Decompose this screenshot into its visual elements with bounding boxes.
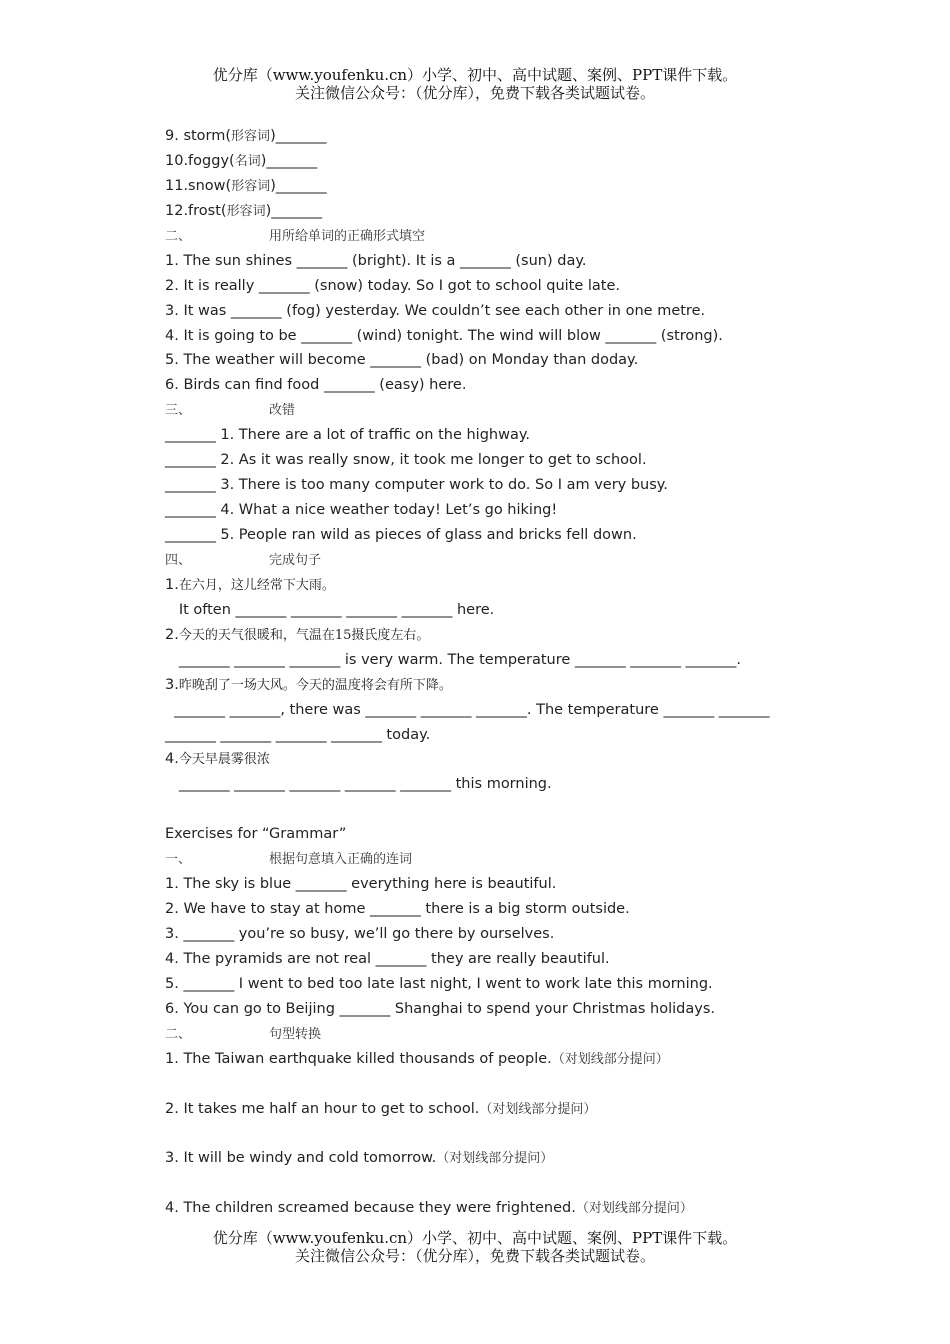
exercise-line: _______ _______ _______ _______ today. [165, 726, 431, 743]
exercise-line: _______ 5. People ran wild as pieces of glass and bricks fell down. [165, 527, 637, 543]
section-heading [165, 224, 865, 249]
prompt-number: 3. [165, 676, 179, 693]
exercise-line: It often _______ _______ _______ _______ here. [165, 601, 495, 618]
exercise-line: _______ 1. There are a lot of traffic on the highway. [165, 427, 530, 444]
exercise-word: 12.frost( [165, 202, 227, 219]
chinese-prompt [165, 573, 865, 598]
part-of-speech-hint: 形容词 [231, 178, 271, 194]
answer-blank: )_______ [260, 152, 318, 169]
exercise-line [165, 199, 865, 224]
exercise-text: 2. It takes me half an hour to get to school. [165, 1100, 480, 1117]
exercise-line: _______ 4. What a nice weather today! Let’s go hiking! [165, 502, 558, 519]
exercise-line: _______ 2. As it was really snow, it took me longer to get to school. [165, 452, 647, 469]
exercise-word: 10.foggy( [165, 152, 235, 169]
chinese-prompt [165, 673, 865, 698]
exercise-line: 5. The weather will become _______ (bad) on Monday than doday. [165, 352, 639, 369]
worksheet-body [165, 124, 865, 1221]
instruction-note: （对划线部分提问） [479, 1101, 597, 1117]
exercise-line [165, 149, 865, 174]
section-title: 改错 [269, 403, 296, 419]
section-heading [165, 548, 865, 573]
exercise-line: 4. It is going to be _______ (wind) tonight. The wind will blow _______ (strong). [165, 327, 723, 344]
exercise-line: 5. _______ I went to bed too late last night, I went to work late this morning. [165, 975, 713, 992]
part-of-speech-hint: 形容词 [226, 203, 266, 219]
exercise-line: 2. We have to stay at home _______ there is a big storm outside. [165, 901, 630, 918]
exercise-line: 1. The sky is blue _______ everything here is beautiful. [165, 876, 557, 893]
part-of-speech-hint: 名词 [234, 153, 261, 169]
exercise-line [165, 124, 865, 149]
prompt-text: 昨晚刮了一场大风。今天的温度将会有所下降。 [178, 677, 452, 693]
part-of-speech-hint: 形容词 [231, 129, 271, 144]
prompt-number: 2. [165, 626, 179, 643]
blank-line [165, 1072, 865, 1097]
exercise-line: _______ _______ _______ _______ _______ this morning. [165, 776, 552, 793]
exercise-word: 9. storm( [165, 128, 232, 144]
section-heading [165, 847, 865, 872]
exercise-line: 6. You can go to Beijing _______ Shanghai to spend your Christmas holidays. [165, 1000, 715, 1017]
exercise-line [165, 1196, 865, 1221]
header-line-1: 优分库（www.youfenku.cn）小学、初中、高中试题、案例、PPT课件下载。 [212, 66, 738, 84]
instruction-note: （对划线部分提问） [551, 1051, 669, 1067]
exercise-text: 4. The children screamed because they were frightened. [165, 1200, 576, 1217]
prompt-text: 今天的天气很暖和，气温在15摄氏度左右。 [178, 627, 430, 643]
section-number: 四、 [165, 552, 192, 568]
footer-line-1: 优分库（www.youfenku.cn）小学、初中、高中试题、案例、PPT课件下载。 [212, 1229, 738, 1247]
section-title: 完成句子 [269, 552, 322, 568]
chinese-prompt [165, 623, 865, 648]
header-line-2: 关注微信公众号：（优分库），免费下载各类试题试卷。 [294, 84, 655, 102]
answer-blank: )_______ [265, 202, 323, 219]
exercise-word: 11.snow( [165, 177, 232, 194]
page-header [0, 66, 950, 102]
section-number: 一、 [165, 852, 192, 868]
exercise-line: 6. Birds can find food _______ (easy) here. [165, 377, 467, 394]
section-number: 二、 [165, 1026, 192, 1042]
blank-line [165, 1171, 865, 1196]
prompt-text: 在六月，这儿经常下大雨。 [178, 577, 335, 593]
footer-line-2: 关注微信公众号：（优分库），免费下载各类试题试卷。 [294, 1247, 655, 1265]
instruction-note: （对划线部分提问） [575, 1201, 693, 1217]
blank-line [165, 1122, 865, 1147]
section-title: 用所给单词的正确形式填空 [269, 228, 426, 244]
exercise-line: _______ 3. There is too many computer work to do. So I am very busy. [165, 477, 668, 494]
exercise-line [165, 1097, 865, 1122]
exercise-line [165, 1047, 865, 1072]
prompt-number: 1. [165, 576, 179, 593]
answer-blank: )_______ [270, 128, 327, 144]
exercise-line [165, 1146, 865, 1171]
section-heading [165, 398, 865, 423]
exercise-line: 1. The sun shines _______ (bright). It is a _______ (sun) day. [165, 252, 587, 269]
blank-line [165, 797, 865, 822]
exercise-line: 2. It is really _______ (snow) today. So I got to school quite late. [165, 277, 621, 294]
chinese-prompt [165, 747, 865, 772]
exercise-line: 4. The pyramids are not real _______ they are really beautiful. [165, 950, 610, 967]
instruction-note: （对划线部分提问） [436, 1151, 554, 1167]
prompt-number: 4. [165, 751, 179, 768]
exercise-line: 3. It was _______ (fog) yesterday. We couldn’t see each other in one metre. [165, 302, 706, 319]
exercise-line: 3. _______ you’re so busy, we’ll go there by ourselves. [165, 926, 555, 942]
section-title: 根据句意填入正确的连词 [269, 852, 413, 868]
section-heading [165, 1022, 865, 1047]
exercise-text: 3. It will be windy and cold tomorrow. [165, 1150, 437, 1167]
exercise-line: _______ _______, there was _______ _______ _______. The temperature _______ _______ [165, 701, 770, 718]
exercise-text: 1. The Taiwan earthquake killed thousands of people. [165, 1050, 552, 1067]
section-title: 句型转换 [269, 1026, 322, 1042]
exercise-line: Exercises for “Grammar” [165, 826, 347, 843]
answer-blank: )_______ [270, 177, 327, 194]
exercise-line [165, 174, 865, 199]
page-footer [0, 1229, 950, 1265]
section-number: 二、 [165, 228, 192, 244]
prompt-text: 今天早晨雾很浓 [178, 752, 270, 768]
exercise-line: _______ _______ _______ is very warm. The temperature _______ _______ _______. [165, 651, 741, 668]
section-number: 三、 [165, 403, 192, 419]
